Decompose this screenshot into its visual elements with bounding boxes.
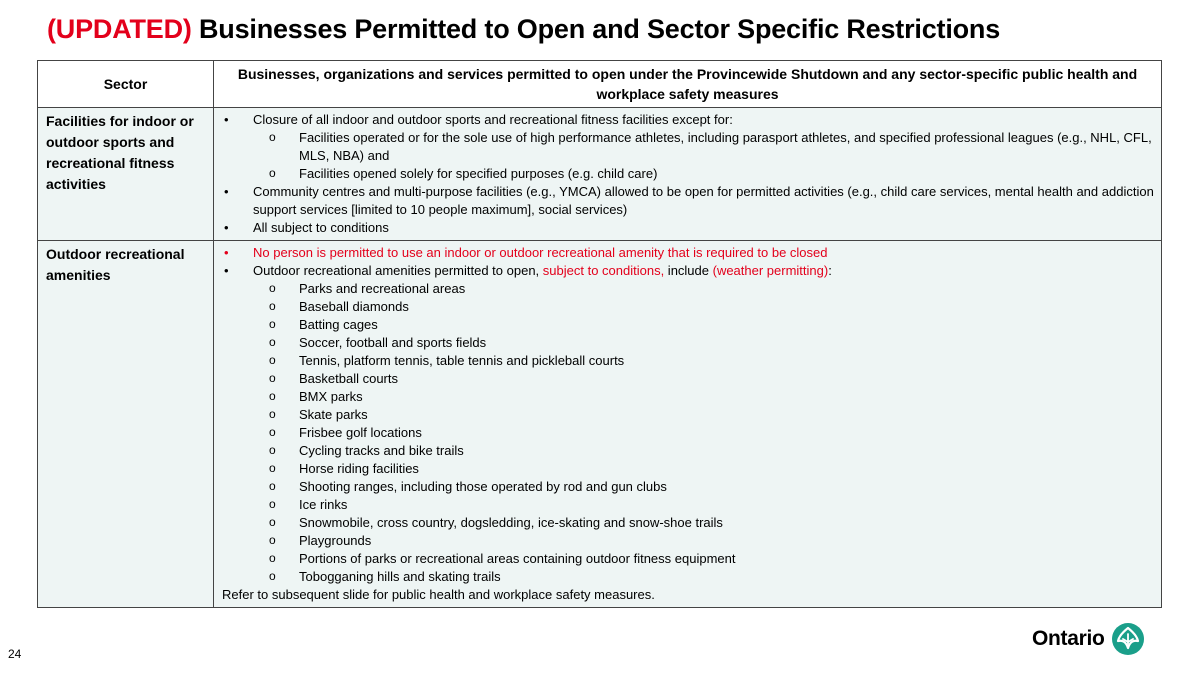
page-number: 24 [8,647,22,661]
sub-list-item: o Horse riding facilities [253,460,1155,478]
sector-cell: Facilities for indoor or outdoor sports and recreational fitness activities [38,108,214,241]
sub-list-item: o Basketball courts [253,370,1155,388]
sector-cell: Outdoor recreational amenities [38,241,214,608]
sub-list-item: o Tobogganing hills and skating trails [253,568,1155,586]
sub-list-item: o Playgrounds [253,532,1155,550]
list-item: • Closure of all indoor and outdoor sports and recreational fitness facilities except for: o Facilities operated or for the sole use of high performance athletes, including parasport athletes, and specified professional leagues (e.g., NHL, CFL, MLS, NBA) and o Facilities opened solely for specified purposes (e.g. child care) [222,111,1155,183]
sub-list-item: o Ice rinks [253,496,1155,514]
sub-list-item: o Facilities operated or for the sole use of high performance athletes, including parasport athletes, and specified professional leagues (e.g., NHL, CFL, MLS, NBA) and [253,129,1155,165]
amenities-list [253,280,1155,586]
list-item: • All subject to conditions [222,219,1155,237]
table-header-row [38,61,1162,108]
sub-list-item: o Baseball diamonds [253,298,1155,316]
table-row [38,108,1162,241]
restrictions-table [37,60,1162,608]
sub-list-item: o Batting cages [253,316,1155,334]
sub-list [253,129,1155,183]
sub-list-item: o Shooting ranges, including those operated by rod and gun clubs [253,478,1155,496]
header-sector: Sector [38,61,214,108]
sub-list-item: o Parks and recreational areas [253,280,1155,298]
list-item: • Outdoor recreational amenities permitted to open, subject to conditions, include (weather permitting): o Parks and recreational areas o Baseball diamonds o Batting cages o Soccer, football and sports fields o Tennis, platform tennis, table tennis and pickleball courts o Basketball courts o BMX parks o Skate parks o Frisbee golf locations o Cycling tracks and bike trails o Horse riding facilities o Shooting ranges, including those operated by rod and gun clubs o Ice rinks o Snowmobile, cross country, dogsledding, ice-skating and snow-shoe trails o Playgrounds o Portions of parks or recreational areas containing outdoor fitness equipment o Tobogganing hills and skating trails [222,262,1155,586]
sub-list-item: o Facilities opened solely for specified purposes (e.g. child care) [253,165,1155,183]
slide-title [47,14,1000,45]
sub-list-item: o Portions of parks or recreational areas containing outdoor fitness equipment [253,550,1155,568]
description-cell [214,241,1162,608]
sub-list-item: o Snowmobile, cross country, dogsledding, ice-skating and snow-shoe trails [253,514,1155,532]
list-item: • Community centres and multi-purpose facilities (e.g., YMCA) allowed to be open for permitted activities (e.g., child care services, mental health and addiction support services [limited to 10 people maximum], social services) [222,183,1155,219]
sub-list-item: o Soccer, football and sports fields [253,334,1155,352]
description-cell [214,108,1162,241]
logo-text: Ontario [1032,627,1105,650]
trillium-icon [1111,622,1145,656]
bullet-list [222,111,1155,237]
list-item: • No person is permitted to use an indoor or outdoor recreational amenity that is required to be closed [222,244,1155,262]
title-updated-tag: (UPDATED) [47,14,192,44]
title-text: Businesses Permitted to Open and Sector Specific Restrictions [191,14,1001,44]
sub-list-item: o Skate parks [253,406,1155,424]
bullet-list [222,244,1155,586]
footer-note: Refer to subsequent slide for public health and workplace safety measures. [222,587,655,602]
header-description: Businesses, organizations and services permitted to open under the Provincewide Shutdown and any sector-specific public health and workplace safety measures [214,61,1162,108]
sub-list-item: o Frisbee golf locations [253,424,1155,442]
sub-list-item: o BMX parks [253,388,1155,406]
ontario-logo [1032,622,1145,656]
sub-list-item: o Tennis, platform tennis, table tennis and pickleball courts [253,352,1155,370]
table-row [38,241,1162,608]
sub-list-item: o Cycling tracks and bike trails [253,442,1155,460]
